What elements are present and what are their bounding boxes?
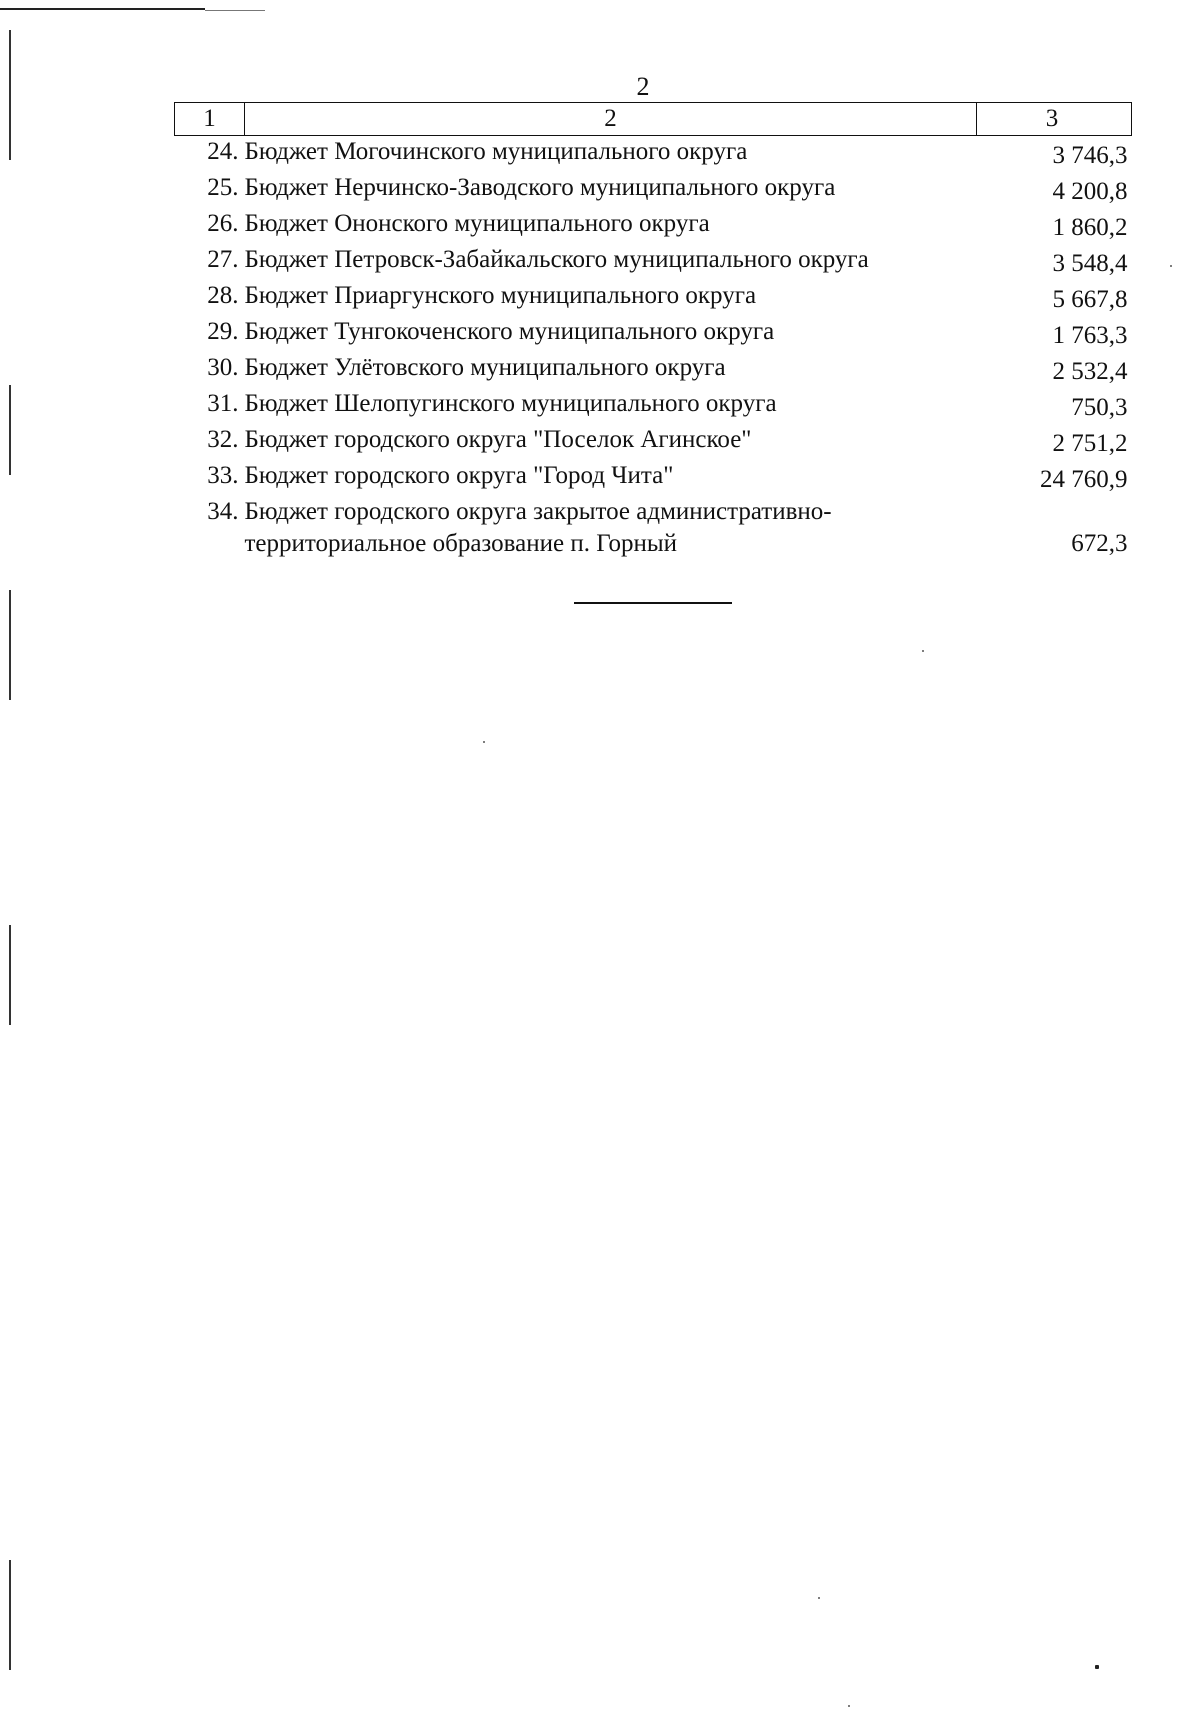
row-name: Бюджет Петровск-Забайкальского муниципального округа [244,246,869,273]
scan-edge-mark [9,925,11,1025]
table-row [175,208,1132,244]
table-row [175,388,1132,424]
table-row [175,136,1132,173]
row-name: Бюджет Улётовского муниципального округа [244,354,726,381]
table-row [175,172,1132,208]
row-value: 4 200,8 [1052,178,1128,205]
scan-edge-mark [9,385,11,475]
row-value: 24 760,9 [1040,466,1128,493]
table-header-row [175,103,1132,136]
scan-speck [922,650,924,652]
row-name: Бюджет городского округа "Поселок Агинское" [244,426,752,453]
scan-speck [848,1705,850,1707]
table-row [175,352,1132,388]
table-row [175,280,1132,316]
page-number-text: 2 [636,72,650,101]
row-value: 5 667,8 [1052,286,1128,313]
row-name: Бюджет городского округа закрытое административно-территориальное образование п. Горный [244,498,832,557]
scan-speck [818,1597,820,1599]
row-number: 25. [207,174,239,201]
row-value: 2 751,2 [1052,430,1128,457]
row-number: 31. [207,390,239,417]
table-row [175,496,1132,560]
table-row [175,460,1132,496]
budget-table [174,102,1132,560]
row-number: 32. [207,426,239,453]
row-number: 24. [207,138,239,165]
header-col-1: 1 [175,103,245,136]
row-value: 3 746,3 [1052,142,1128,169]
row-number: 34. [207,498,239,525]
table-row [175,424,1132,460]
scan-speck [1095,1665,1099,1669]
table-row [175,316,1132,352]
row-number: 26. [207,210,239,237]
row-value: 1 860,2 [1052,214,1128,241]
row-name: Бюджет Приаргунского муниципального округа [244,282,757,309]
row-name: Бюджет Могочинского муниципального округа [244,138,748,165]
row-value: 672,3 [1071,530,1128,557]
row-number: 27. [207,246,239,273]
scan-speck [483,741,485,743]
scan-border-line [205,10,265,11]
header-col-3: 3 [977,103,1132,136]
scan-border-line [0,8,205,10]
row-value: 2 532,4 [1052,358,1128,385]
row-value: 1 763,3 [1052,322,1128,349]
table-row [175,244,1132,280]
end-separator-line [574,602,732,604]
row-name: Бюджет Ононского муниципального округа [244,210,710,237]
row-value: 750,3 [1071,394,1128,421]
scan-speck [1170,265,1172,267]
scan-edge-mark [9,1560,11,1670]
scan-edge-mark [9,590,11,700]
row-name: Бюджет Тунгокоченского муниципального округа [244,318,775,345]
row-number: 28. [207,282,239,309]
row-number: 29. [207,318,239,345]
header-col-2: 2 [245,103,977,136]
page-number [0,72,1200,102]
row-number: 33. [207,462,239,489]
row-value: 3 548,4 [1052,250,1128,277]
row-name: Бюджет Шелопугинского муниципального округа [244,390,777,417]
row-name: Бюджет городского округа "Город Чита" [244,462,674,489]
row-number: 30. [207,354,239,381]
row-name: Бюджет Нерчинско-Заводского муниципального округа [244,174,836,201]
